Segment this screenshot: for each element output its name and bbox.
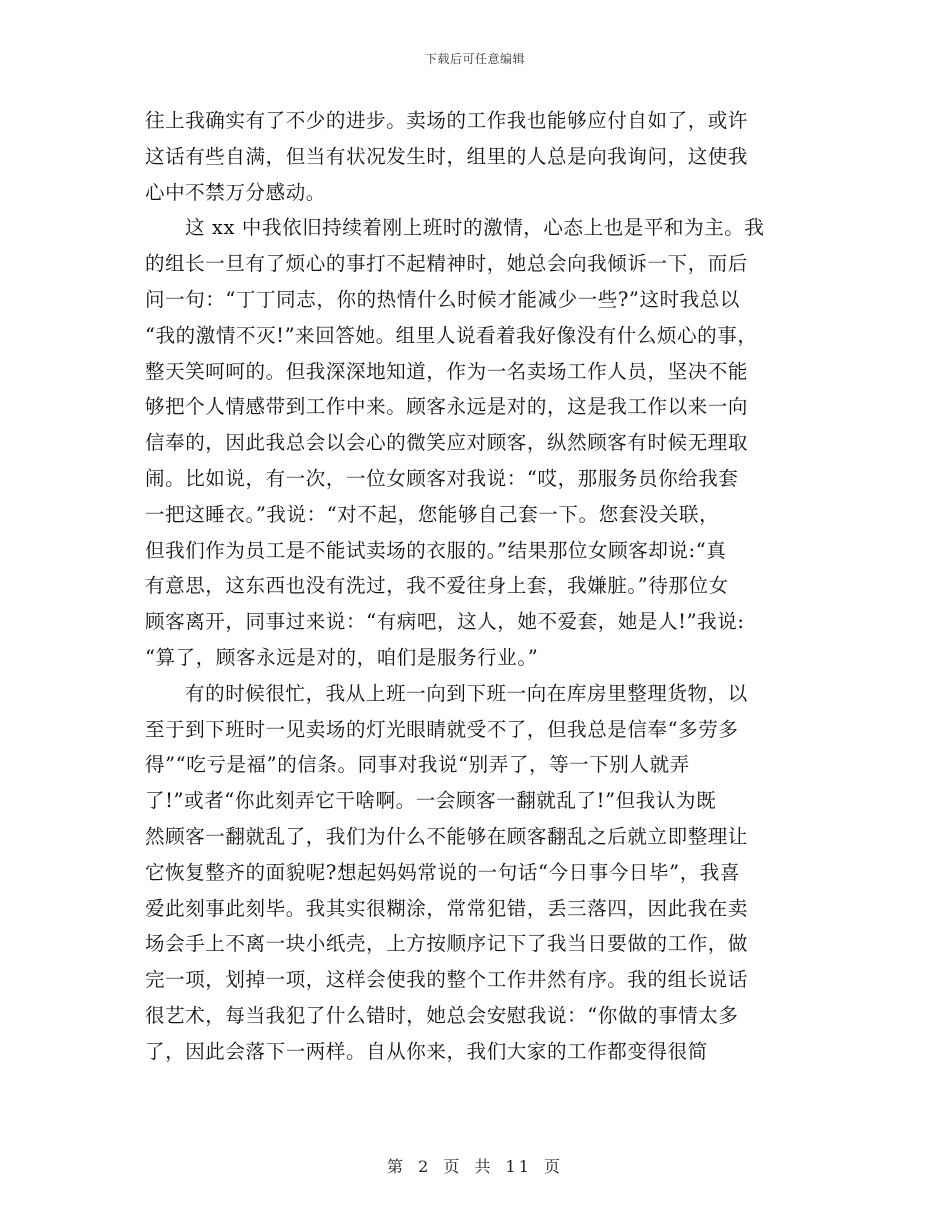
- text-line: 往上我确实有了不少的进步。卖场的工作我也能够应付自如了，或许: [145, 109, 749, 132]
- text-line: 这 xx 中我依旧持续着刚上班时的激情，心态上也是平和为主。我: [185, 216, 765, 240]
- text-line: 然顾客一翻就乱了，我们为什么不能够在顾客翻乱之后就立即整理让: [145, 824, 749, 848]
- page-footer: 第 2 页 共 11 页: [387, 1157, 563, 1176]
- text-line: “算了，顾客永远是对的，咱们是服务行业。”: [145, 645, 539, 669]
- text-line: 有意思，这东西也没有洗过，我不爱往身上套，我嫌脏。”待那位女: [145, 574, 729, 598]
- text-line: 信奉的，因此我总会以会心的微笑应对顾客，纵然顾客有时候无理取: [145, 431, 749, 455]
- text-line: 这话有些自满，但当有状况发生时，组里的人总是向我询问，这使我: [145, 144, 749, 168]
- text-line: 得”“吃亏是福”的信条。同事对我说“别弄了，等一下别人就弄: [145, 753, 690, 777]
- text-line: 完一项，划掉一项，这样会使我的整个工作井然有序。我的组长说话: [145, 968, 749, 992]
- text-line: 整天笑呵呵的。但我深深地知道，作为一名卖场工作人员，坚决不能: [145, 359, 749, 383]
- text-line: 顾客离开，同事过来说：“有病吧，这人，她不爱套，她是人!”我说:: [145, 610, 745, 634]
- text-line: 了!”或者“你此刻弄它干啥啊。一会顾客一翻就乱了!”但我认为既: [145, 789, 717, 813]
- text-line: 问一句：“丁丁同志，你的热情什么时候才能减少一些?”这时我总以: [145, 287, 740, 311]
- text-line: 一把这睡衣。”我说：“对不起，您能够自己套一下。您套没关联，: [145, 502, 720, 526]
- text-line: 的组长一旦有了烦心的事打不起精神时，她总会向我倾诉一下，而后: [145, 252, 749, 276]
- text-line: 有的时候很忙，我从上班一向到下班一向在库房里整理货物，以: [185, 681, 748, 705]
- text-line: 心中不禁万分感动。: [145, 180, 326, 204]
- page-header: 下载后可任意编辑: [424, 52, 525, 66]
- text-line: “我的激情不灭!”来回答她。组里人说看着我好像没有什么烦心的事，: [145, 323, 758, 347]
- text-line: 场会手上不离一块小纸壳，上方按顺序记下了我当日要做的工作，做: [145, 932, 749, 956]
- text-line: 爱此刻事此刻毕。我其实很糊涂，常常犯错，丢三落四，因此我在卖: [145, 896, 749, 920]
- text-line: 但我们作为员工是不能试卖场的衣服的。”结果那位女顾客却说:“真: [145, 538, 727, 562]
- text-line: 了，因此会落下一两样。自从你来，我们大家的工作都变得很简: [145, 1039, 708, 1063]
- text-line: 闹。比如说，有一次，一位女顾客对我说：“哎，那服务员你给我套: [145, 466, 739, 490]
- text-line: 它恢复整齐的面貌呢?想起妈妈常说的一句话“今日事今日毕”，我喜: [145, 860, 740, 884]
- text-line: 很艺术，每当我犯了什么错时，她总会安慰我说：“你做的事情太多: [145, 1003, 739, 1027]
- document-body: [145, 103, 825, 1070]
- text-line: 够把个人情感带到工作中来。顾客永远是对的，这是我工作以来一向: [145, 395, 749, 419]
- text-line: 至于到下班时一见卖场的灯光眼睛就受不了，但我总是信奉“多劳多: [145, 717, 739, 741]
